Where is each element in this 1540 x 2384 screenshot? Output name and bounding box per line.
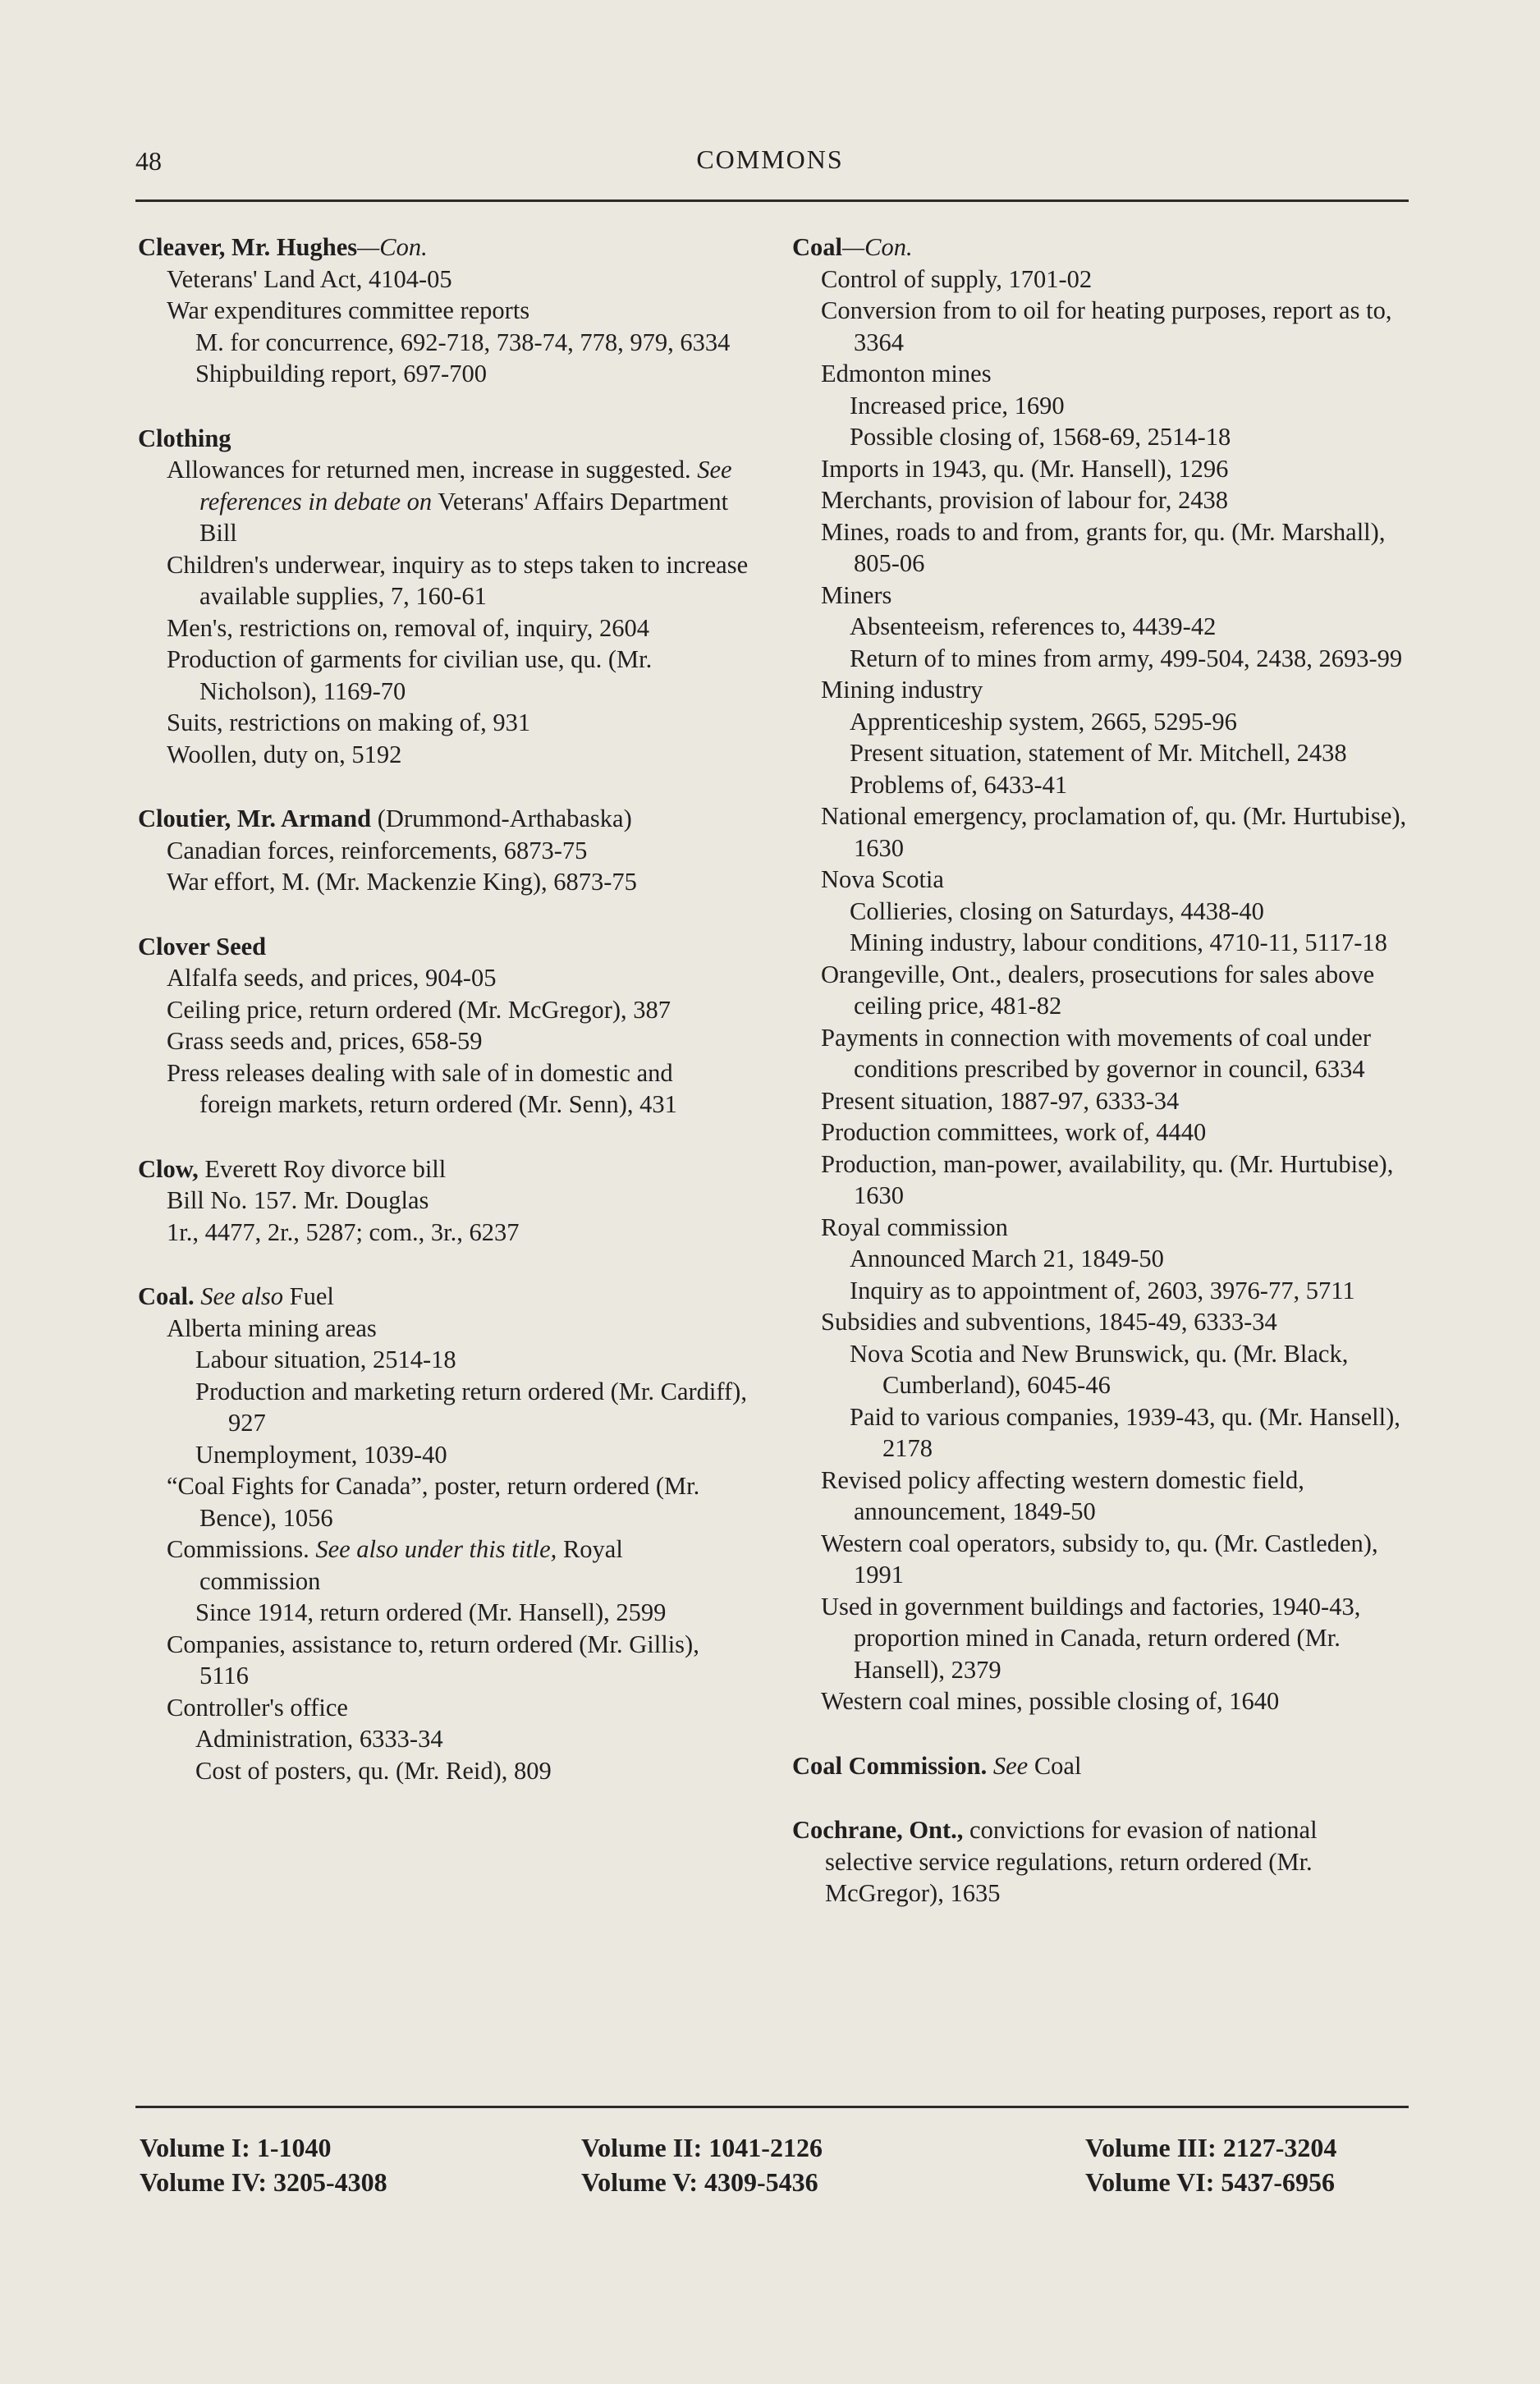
subentry — [821, 1212, 1408, 1244]
entry-heading-detail: convictions for evasion of national selective service regulations, return ordered (Mr. McGregor), 1635 — [825, 1816, 1318, 1907]
subentry-text: Nova Scotia — [821, 865, 944, 893]
index-entry — [138, 803, 749, 898]
subentry-text: Suits, restrictions on making of, 931 — [167, 708, 531, 736]
subentry-text: Increased price, 1690 — [850, 391, 1065, 419]
entry-heading-term: Clow, — [138, 1154, 199, 1183]
subentry — [167, 1692, 749, 1724]
subentry-text: Companies, assistance to, return ordered (Mr. Gillis), 5116 — [167, 1630, 699, 1689]
subentry — [167, 1025, 749, 1057]
page-number: 48 — [135, 146, 162, 176]
subentry-text: Shipbuilding report, 697-700 — [195, 360, 487, 387]
subentry-text: Grass seeds and, prices, 658-59 — [167, 1027, 483, 1055]
subentry-text: Bill No. 157. Mr. Douglas — [167, 1186, 429, 1214]
footer-rule — [135, 2106, 1409, 2108]
subentry-text: Unemployment, 1039-40 — [195, 1440, 447, 1469]
index-entry — [792, 232, 1408, 1717]
subentry — [167, 739, 749, 771]
subentry — [167, 644, 749, 707]
subentry — [850, 421, 1408, 453]
subentry — [850, 896, 1408, 928]
subentry — [850, 706, 1408, 738]
subentry — [821, 1148, 1408, 1212]
subentry-text: National emergency, proclamation of, qu. (Mr. Hurtubise), 1630 — [821, 802, 1407, 862]
subentry-text: 1r., 4477, 2r., 5287; com., 3r., 6237 — [167, 1217, 520, 1246]
subentry-text: Press releases dealing with sale of in domestic and foreign markets, return ordered (Mr. Senn), 431 — [167, 1058, 677, 1118]
subentry-text: Miners — [821, 580, 892, 609]
subentry — [821, 295, 1408, 358]
entry-heading-detail: Everett Roy divorce bill — [198, 1154, 447, 1183]
subentry — [167, 264, 749, 296]
cross-reference: See references in debate on — [199, 456, 732, 516]
subentry — [167, 1470, 749, 1534]
subentry-text: Control of supply, 1701-02 — [821, 264, 1093, 293]
subentry — [167, 835, 749, 867]
subentry — [167, 1217, 749, 1249]
index-entry — [138, 232, 749, 390]
page-title: COMMONS — [696, 144, 844, 174]
subentry — [167, 612, 749, 644]
subentry — [821, 1528, 1408, 1591]
subentry — [195, 1723, 749, 1755]
subentry-text: Canadian forces, reinforcements, 6873-75 — [167, 836, 588, 864]
subentry — [850, 769, 1408, 801]
entry-heading — [792, 1814, 1408, 1909]
footer-volumes-left — [140, 2130, 387, 2199]
subentry-text: Present situation, statement of Mr. Mitchell, 2438 — [850, 739, 1347, 767]
subentry-text: Merchants, provision of labour for, 2438 — [821, 486, 1228, 514]
subentry-text: Mining industry, labour conditions, 4710-11, 5117-18 — [850, 928, 1387, 956]
subentry-text: Mines, roads to and from, grants for, qu. (Mr. Marshall), 805-06 — [821, 517, 1386, 577]
entry-heading — [792, 1750, 1408, 1782]
entry-heading-term: Clover Seed — [138, 932, 267, 960]
subentry-text: Production and marketing return ordered (Mr. Cardiff), 927 — [195, 1377, 747, 1437]
subentry-text: “Coal Fights for Canada”, poster, return ordered (Mr. Bence), 1056 — [167, 1472, 700, 1532]
subentry — [821, 864, 1408, 896]
subentry-text: Return of to mines from army, 499-504, 2438, 2693-99 — [850, 644, 1403, 672]
subentry — [850, 390, 1408, 422]
subentry-text: Conversion from to oil for heating purposes, report as to, 3364 — [821, 296, 1392, 356]
entry-heading-term: Cloutier, Mr. Armand — [138, 805, 372, 832]
subentry-text: Production committees, work of, 4440 — [821, 1118, 1207, 1146]
subentry — [821, 1306, 1408, 1338]
subentry — [821, 959, 1408, 1022]
subentry-text-tail: Royal commission — [199, 1535, 623, 1595]
subentry — [195, 1755, 749, 1787]
entry-heading — [138, 1153, 749, 1185]
subentry-text: Apprenticeship system, 2665, 5295-96 — [850, 707, 1237, 736]
subentry-text: Cost of posters, qu. (Mr. Reid), 809 — [195, 1756, 552, 1785]
subentry — [850, 1401, 1408, 1465]
subentry — [850, 1338, 1408, 1401]
subentry — [821, 1591, 1408, 1686]
subentry — [850, 737, 1408, 769]
cross-reference: See also under this title, — [309, 1535, 557, 1563]
subentry-text: Revised policy affecting western domestic field, announcement, 1849-50 — [821, 1465, 1304, 1525]
subentry-text: Present situation, 1887-97, 6333-34 — [821, 1086, 1180, 1115]
subentry-text: Controller's office — [167, 1693, 348, 1722]
subentry-text: Paid to various companies, 1939-43, qu. (Mr. Hansell), 2178 — [850, 1402, 1400, 1462]
subentry-text: Veterans' Land Act, 4104-05 — [167, 264, 452, 293]
index-entry — [792, 1814, 1408, 1909]
subentry — [167, 1057, 749, 1121]
entry-heading-detail: (Drummond-Arthabaska) — [371, 805, 632, 832]
volume-range: Volume VI: 5437-6956 — [1085, 2167, 1336, 2197]
entry-heading-note: See — [987, 1751, 1029, 1780]
subentry-text: Mining industry — [821, 676, 983, 704]
subentry — [821, 1085, 1408, 1117]
entry-heading — [792, 232, 1408, 264]
subentry-text: Absenteeism, references to, 4439-42 — [850, 612, 1217, 640]
subentry-text: Payments in connection with movements of coal under conditions prescribed by governor in council, 6334 — [821, 1023, 1372, 1083]
volume-range: Volume V: 4309-5436 — [581, 2167, 818, 2197]
subentry-text: Western coal mines, possible closing of, 1640 — [821, 1687, 1280, 1715]
subentry — [167, 1185, 749, 1217]
subentry — [195, 1344, 749, 1376]
subentry-text: War effort, M. (Mr. Mackenzie King), 6873-75 — [167, 868, 637, 896]
subentry — [850, 1275, 1408, 1307]
entry-heading — [138, 423, 749, 455]
subentry — [167, 962, 749, 994]
subentry — [821, 453, 1408, 485]
volume-range: Volume II: 1041-2126 — [581, 2133, 823, 2162]
entry-heading-note: —Con. — [842, 233, 913, 261]
index-entry — [792, 1750, 1408, 1782]
index-entry — [138, 931, 749, 1121]
subentry-text: Western coal operators, subsidy to, qu. (Mr. Castleden), 1991 — [821, 1529, 1378, 1589]
subentry — [821, 484, 1408, 516]
entry-heading-note: See also — [194, 1282, 284, 1310]
subentry-text: Men's, restrictions on, removal of, inquiry, 2604 — [167, 613, 650, 642]
entry-heading-detail: Coal — [1028, 1751, 1082, 1780]
subentry — [821, 264, 1408, 296]
subentry — [167, 1534, 749, 1597]
subentry — [821, 580, 1408, 612]
subentry — [821, 1685, 1408, 1717]
subentry-text: Possible closing of, 1568-69, 2514-18 — [850, 423, 1231, 451]
subentry — [850, 611, 1408, 643]
subentry-text: Production, man-power, availability, qu. (Mr. Hurtubise), 1630 — [821, 1149, 1394, 1209]
entry-heading-term: Cleaver, Mr. Hughes — [138, 233, 358, 261]
subentry-text: Orangeville, Ont., dealers, prosecutions for sales above ceiling price, 481-82 — [821, 960, 1375, 1020]
subentry-text: M. for concurrence, 692-718, 738-74, 778, 979, 6334 — [195, 328, 731, 356]
volume-range: Volume III: 2127-3204 — [1085, 2133, 1337, 2162]
subentry — [167, 454, 749, 549]
subentry-text: Alfalfa seeds, and prices, 904-05 — [167, 964, 497, 992]
subentry — [850, 643, 1408, 675]
left-column — [138, 232, 749, 1786]
subentry — [195, 327, 749, 359]
header-rule — [135, 199, 1409, 202]
subentry-text: Woollen, duty on, 5192 — [167, 740, 402, 768]
entry-heading-term: Clothing — [138, 424, 231, 452]
entry-heading — [138, 232, 749, 264]
subentry — [821, 800, 1408, 864]
subentry — [167, 1629, 749, 1692]
subentry-text: Used in government buildings and factories, 1940-43, proportion mined in Canada, return ordered (Mr. Hansell), 2379 — [821, 1592, 1361, 1684]
subentry-text: Children's underwear, inquiry as to steps taken to increase available supplies, 7, 160-61 — [167, 550, 749, 610]
volume-range: Volume I: 1-1040 — [140, 2133, 332, 2162]
index-entry — [138, 1281, 749, 1786]
entry-heading — [138, 803, 749, 835]
subentry-text: Production of garments for civilian use, qu. (Mr. Nicholson), 1169-70 — [167, 645, 653, 705]
entry-heading-note: —Con. — [357, 233, 428, 261]
footer-volumes-right — [1085, 2130, 1336, 2199]
subentry-text: Inquiry as to appointment of, 2603, 3976-77, 5711 — [850, 1276, 1355, 1304]
subentry-text: Imports in 1943, qu. (Mr. Hansell), 1296 — [821, 454, 1229, 483]
subentry-text: Announced March 21, 1849-50 — [850, 1245, 1164, 1272]
index-entry — [138, 423, 749, 771]
subentry-text: Problems of, 6433-41 — [850, 770, 1068, 799]
subentry — [167, 295, 749, 327]
subentry — [195, 1597, 749, 1629]
entry-heading-term: Coal Commission. — [792, 1751, 988, 1780]
subentry — [821, 358, 1408, 390]
subentry — [195, 1439, 749, 1471]
subentry-text: Royal commission — [821, 1213, 1008, 1241]
entry-heading — [138, 931, 749, 963]
subentry — [821, 1116, 1408, 1148]
subentry-text-tail: Veterans' Affairs Department Bill — [199, 487, 729, 547]
subentry-text: Collieries, closing on Saturdays, 4438-40 — [850, 896, 1264, 925]
subentry-text: Edmonton mines — [821, 360, 992, 387]
volume-range: Volume IV: 3205-4308 — [140, 2167, 387, 2197]
subentry — [167, 994, 749, 1026]
subentry — [850, 1243, 1408, 1275]
subentry-text: Commissions. — [167, 1535, 309, 1563]
subentry-text: Subsidies and subventions, 1845-49, 6333-34 — [821, 1308, 1277, 1336]
subentry — [167, 549, 749, 612]
subentry — [821, 516, 1408, 580]
entry-heading-term: Coal. — [138, 1282, 195, 1310]
right-column — [792, 232, 1408, 1909]
index-entry — [138, 1153, 749, 1249]
entry-heading-detail: Fuel — [283, 1282, 334, 1310]
subentry-text: Ceiling price, return ordered (Mr. McGregor), 387 — [167, 995, 671, 1024]
subentry — [821, 674, 1408, 706]
subentry-text: Allowances for returned men, increase in suggested. — [167, 456, 691, 484]
subentry — [850, 927, 1408, 959]
subentry-text: Labour situation, 2514-18 — [195, 1346, 456, 1373]
subentry-text: Since 1914, return ordered (Mr. Hansell), 2599 — [195, 1598, 667, 1626]
subentry — [167, 866, 749, 898]
subentry-text: Alberta mining areas — [167, 1313, 377, 1342]
entry-heading-term: Cochrane, Ont., — [792, 1816, 964, 1844]
subentry — [167, 707, 749, 739]
subentry — [167, 1313, 749, 1345]
subentry-text: Administration, 6333-34 — [195, 1725, 443, 1753]
subentry — [821, 1465, 1408, 1528]
subentry — [195, 358, 749, 390]
footer-volumes-middle — [581, 2130, 823, 2199]
entry-heading — [138, 1281, 749, 1313]
subentry-text: Nova Scotia and New Brunswick, qu. (Mr. Black, Cumberland), 6045-46 — [850, 1339, 1349, 1399]
subentry — [821, 1022, 1408, 1085]
subentry-text: War expenditures committee reports — [167, 296, 530, 324]
subentry — [195, 1376, 749, 1439]
entry-heading-term: Coal — [792, 233, 842, 261]
